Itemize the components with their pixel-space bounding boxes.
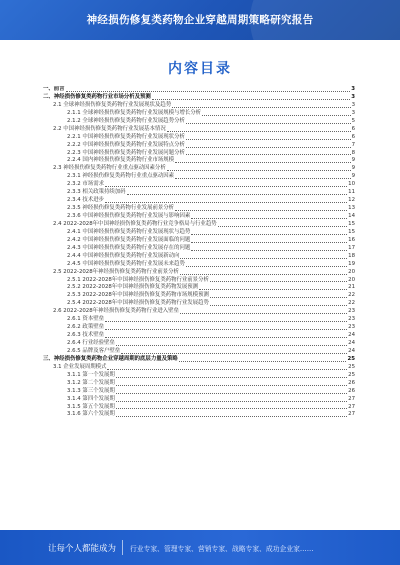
toc-entry-page: 23 — [348, 308, 355, 315]
toc-entry-page: 24 — [348, 340, 355, 346]
toc-entry-title: 2.6.3 技术壁垒 — [67, 332, 104, 339]
toc-entry[interactable] — [43, 110, 355, 118]
toc-entry[interactable] — [43, 126, 355, 134]
toc-entry-title: 2.2.1 中国神经损伤修复类药物行业发展现状分析 — [67, 133, 185, 140]
toc-entry-page: 9 — [351, 173, 355, 180]
toc-leader-dots — [175, 210, 347, 211]
toc-entry-title: 3.1.6 第六个发展期 — [67, 411, 115, 418]
toc-entry-title: 2.5.4 2022-2028年中国神经损伤修复类药物行业发展趋势 — [67, 300, 209, 307]
toc-entry-page: 15 — [348, 220, 355, 227]
toc-entry-page: 3 — [351, 86, 355, 92]
toc-entry-title: 2.3.6 中国神经损伤修复类药物行业发展与影响因素 — [67, 213, 191, 219]
toc-leader-dots — [116, 408, 347, 409]
toc-leader-dots — [175, 178, 350, 179]
toc-leader-dots — [105, 337, 347, 338]
toc-entry-page: 11 — [348, 189, 355, 196]
toc-entry-page: 25 — [348, 371, 355, 378]
toc-entry-title: 2.1.2 全球神经损伤修复类药物行业发展趋势分析 — [67, 117, 185, 124]
toc-entry-title: 三、神经损伤修复类药物企业穿越周期的底层力量及策略 — [43, 355, 178, 362]
toc-entry-title: 2.3.1 神经损伤修复类药物行业重点驱动因素 — [67, 173, 175, 180]
toc-entry-title: 2.5.3 2022-2028年中国神经损伤修复类药物市场规模预测 — [67, 292, 209, 299]
report-footer — [0, 530, 400, 565]
toc-leader-dots — [218, 226, 347, 227]
toc-entry-page: 15 — [348, 228, 355, 235]
toc-entry[interactable] — [43, 94, 355, 102]
toc-leader-dots — [152, 99, 350, 100]
toc-entry-page: 25 — [348, 363, 355, 370]
toc-entry[interactable] — [43, 134, 355, 142]
toc-entry-page: 26 — [348, 379, 355, 386]
toc-entry-title: 2.2.3 中国神经损伤修复类药物行业发展问题分析 — [67, 149, 185, 156]
footer-divider — [122, 540, 123, 555]
toc-entry-title: 2.3.5 神经损伤修复类药物行业发展前景分析 — [67, 205, 175, 212]
toc-leader-dots — [186, 266, 347, 267]
toc-entry-page: 3 — [351, 93, 355, 100]
toc-entry-title: 2.3 神经损伤修复类药物行业重点驱动因素分析 — [53, 165, 166, 172]
toc-entry[interactable] — [43, 253, 355, 261]
toc-entry-title: 3.1.4 第四个发展期 — [67, 395, 115, 402]
toc-leader-dots — [167, 170, 351, 171]
toc-entry-title: 2.1.1 全球神经损伤修复类药物行业发展规模与增长分析 — [67, 109, 202, 116]
toc-leader-dots — [105, 321, 347, 322]
toc-leader-dots — [186, 147, 351, 148]
toc-entry-title: 2.1 全球神经损伤修复类药物行业发展现状及趋势 — [53, 101, 172, 108]
toc-entry-title: 2.6.2 政策壁垒 — [67, 324, 104, 331]
toc-entry[interactable] — [43, 308, 355, 316]
toc-entry[interactable] — [43, 221, 355, 229]
toc-leader-dots — [191, 234, 347, 235]
toc-entry[interactable] — [43, 189, 355, 197]
footer-slogan: 让每个人都能成为 — [48, 544, 117, 554]
toc-entry-page: 9 — [351, 157, 355, 164]
toc-leader-dots — [116, 345, 347, 346]
toc-entry-title: 2.4.2 中国神经损伤修复类药物行业发展面临的问题 — [67, 236, 191, 243]
toc-entry-page: 27 — [348, 395, 355, 402]
toc-leader-dots — [116, 385, 347, 386]
toc-entry[interactable] — [43, 332, 355, 340]
toc-entry-title: 一、前言 — [43, 86, 65, 92]
toc-leader-dots — [105, 329, 347, 330]
toc-entry-page: 22 — [348, 292, 355, 299]
toc-entry-page: 23 — [348, 316, 355, 323]
toc-leader-dots — [180, 313, 347, 314]
toc-entry[interactable] — [43, 102, 355, 110]
toc-entry-page: 22 — [348, 300, 355, 307]
toc-entry[interactable] — [43, 142, 355, 150]
toc-entry-page: 3 — [351, 101, 355, 108]
toc-entry-title: 3.1.2 第二个发展期 — [67, 379, 115, 386]
toc-entry[interactable] — [43, 340, 355, 348]
toc-entry-title: 2.3.3 相关政策持续加码 — [67, 189, 126, 196]
toc-leader-dots — [121, 353, 347, 354]
toc-leader-dots — [186, 123, 351, 124]
toc-leader-dots — [116, 393, 347, 394]
toc-leader-dots — [186, 154, 351, 155]
toc-entry[interactable] — [43, 388, 355, 396]
toc-entry-page: 5 — [351, 117, 355, 124]
toc-entry-title: 3.1.5 第五个发展期 — [67, 403, 115, 410]
toc-entry-page: 7 — [351, 141, 355, 148]
toc-leader-dots — [191, 218, 347, 219]
toc-entry-page: 6 — [351, 133, 355, 140]
toc-entry-title: 2.6 2022-2028年神经损伤修复类药物行业进入壁垒 — [53, 308, 179, 315]
toc-leader-dots — [127, 194, 348, 195]
toc-entry-page: 8 — [351, 149, 355, 156]
toc-leader-dots — [210, 281, 347, 282]
toc-page — [0, 40, 400, 530]
toc-entry-page: 25 — [347, 355, 355, 362]
toc-entry-page: 10 — [348, 181, 355, 188]
toc-entry[interactable] — [43, 364, 355, 372]
toc-leader-dots — [107, 369, 347, 370]
toc-leader-dots — [180, 274, 347, 275]
toc-entry[interactable] — [43, 86, 355, 94]
toc-entry[interactable] — [43, 229, 355, 237]
toc-entry-title: 2.5 2022-2028年神经损伤修复类药物行业前景分析 — [53, 268, 179, 275]
toc-leader-dots — [179, 361, 347, 362]
toc-entry-page: 3 — [351, 109, 355, 116]
toc-entry[interactable] — [43, 324, 355, 332]
toc-entry-page: 16 — [348, 236, 355, 243]
toc-entry-page: 18 — [348, 252, 355, 259]
toc-entry-title: 2.2.2 中国神经损伤修复类药物行业发展特点分析 — [67, 141, 185, 148]
toc-entry[interactable] — [43, 118, 355, 126]
toc-entry[interactable] — [43, 348, 355, 356]
toc-entry-title: 2.6.1 资本壁垒 — [67, 316, 104, 323]
toc-leader-dots — [180, 258, 347, 259]
toc-entry-title: 2.2 中国神经损伤修复类药物行业发展基本情况 — [53, 125, 166, 132]
toc-entry-title: 2.4 2022-2028年中国神经损伤修复类药物行业竞争格局与行业趋势 — [53, 220, 217, 227]
toc-entry-page: 27 — [348, 403, 355, 410]
toc-leader-dots — [210, 297, 347, 298]
toc-entry-title: 2.6.4 行业经验壁垒 — [67, 340, 115, 346]
footer-tagline: 行业专家、管理专家、营销专家、战略专家、成功企业家…… — [130, 545, 314, 553]
toc-entry-title: 3.1 企业发展周期模式 — [53, 363, 107, 370]
toc-leader-dots — [172, 107, 350, 108]
toc-entry-title: 2.6.5 品牌及客户壁垒 — [67, 347, 121, 354]
toc-entry-page: 26 — [348, 387, 355, 394]
toc-entry[interactable] — [43, 205, 355, 213]
table-of-contents — [43, 86, 355, 518]
toc-entry-title: 2.2.4 国内神经损伤修复类药物行业市场规模 — [67, 157, 175, 164]
toc-entry[interactable] — [43, 269, 355, 277]
toc-entry-title: 2.5.2 2022-2028年中国神经损伤修复类药物发展预测 — [67, 284, 199, 291]
toc-entry-title: 2.5.1 2022-2028年中国神经损伤修复类药物行业前景分析 — [67, 276, 209, 283]
toc-entry[interactable] — [43, 245, 355, 253]
toc-entry[interactable] — [43, 181, 355, 189]
toc-leader-dots — [116, 416, 347, 417]
toc-entry-page: 21 — [348, 284, 355, 291]
toc-leader-dots — [199, 289, 347, 290]
toc-entry-page: 12 — [348, 197, 355, 204]
report-title: 神经损伤修复类药物企业穿越周期策略研究报告 — [86, 14, 314, 26]
toc-entry-page: 24 — [348, 347, 355, 354]
toc-entry[interactable] — [43, 356, 355, 364]
toc-heading: 内容目录 — [168, 61, 232, 77]
toc-entry-page: 9 — [351, 165, 355, 172]
toc-entry[interactable] — [43, 380, 355, 388]
toc-entry-title: 2.4.1 中国神经损伤修复类药物行业发展现状与趋势 — [67, 228, 191, 235]
toc-leader-dots — [116, 377, 347, 378]
toc-entry-title: 3.1.1 第一个发展期 — [67, 371, 115, 378]
toc-leader-dots — [105, 186, 347, 187]
toc-entry[interactable] — [43, 316, 355, 324]
toc-entry-page: 14 — [348, 213, 355, 219]
toc-entry[interactable] — [43, 237, 355, 245]
toc-leader-dots — [66, 91, 351, 92]
toc-entry-title: 2.4.4 中国神经损伤修复类药物行业发展新动向 — [67, 252, 180, 259]
toc-entry-title: 2.4.3 中国神经损伤修复类药物行业发展存在的问题 — [67, 244, 191, 251]
report-header — [0, 0, 400, 40]
toc-leader-dots — [167, 131, 351, 132]
toc-entry[interactable] — [43, 213, 355, 221]
toc-entry[interactable] — [43, 197, 355, 205]
toc-leader-dots — [175, 162, 350, 163]
toc-entry-title: 2.3.4 技术进步 — [67, 197, 104, 204]
toc-entry-page: 6 — [351, 125, 355, 132]
toc-entry[interactable] — [43, 411, 355, 419]
toc-leader-dots — [191, 250, 347, 251]
toc-entry[interactable] — [43, 372, 355, 380]
toc-entry-page: 20 — [348, 268, 355, 275]
toc-entry-page: 23 — [348, 324, 355, 331]
toc-entry-title: 3.1.3 第三个发展期 — [67, 387, 115, 394]
toc-entry[interactable] — [43, 396, 355, 404]
toc-entry-page: 17 — [348, 244, 355, 251]
toc-leader-dots — [191, 242, 347, 243]
toc-leader-dots — [105, 202, 347, 203]
toc-entry-title: 2.3.2 市场需求 — [67, 181, 104, 188]
toc-leader-dots — [210, 305, 347, 306]
toc-entry[interactable] — [43, 261, 355, 269]
toc-entry-page: 19 — [348, 260, 355, 267]
toc-entry-page: 20 — [348, 276, 355, 283]
toc-leader-dots — [186, 139, 351, 140]
toc-entry-page: 24 — [348, 332, 355, 339]
toc-entry-page: 27 — [348, 411, 355, 418]
toc-leader-dots — [116, 401, 347, 402]
toc-entry-title: 2.4.5 中国神经损伤修复类药物行业发展未来趋势 — [67, 260, 185, 267]
toc-entry-page: 13 — [348, 205, 355, 212]
toc-leader-dots — [202, 115, 351, 116]
toc-entry-title: 二、神经损伤修复类药物行业市场分析及预测 — [43, 93, 151, 100]
